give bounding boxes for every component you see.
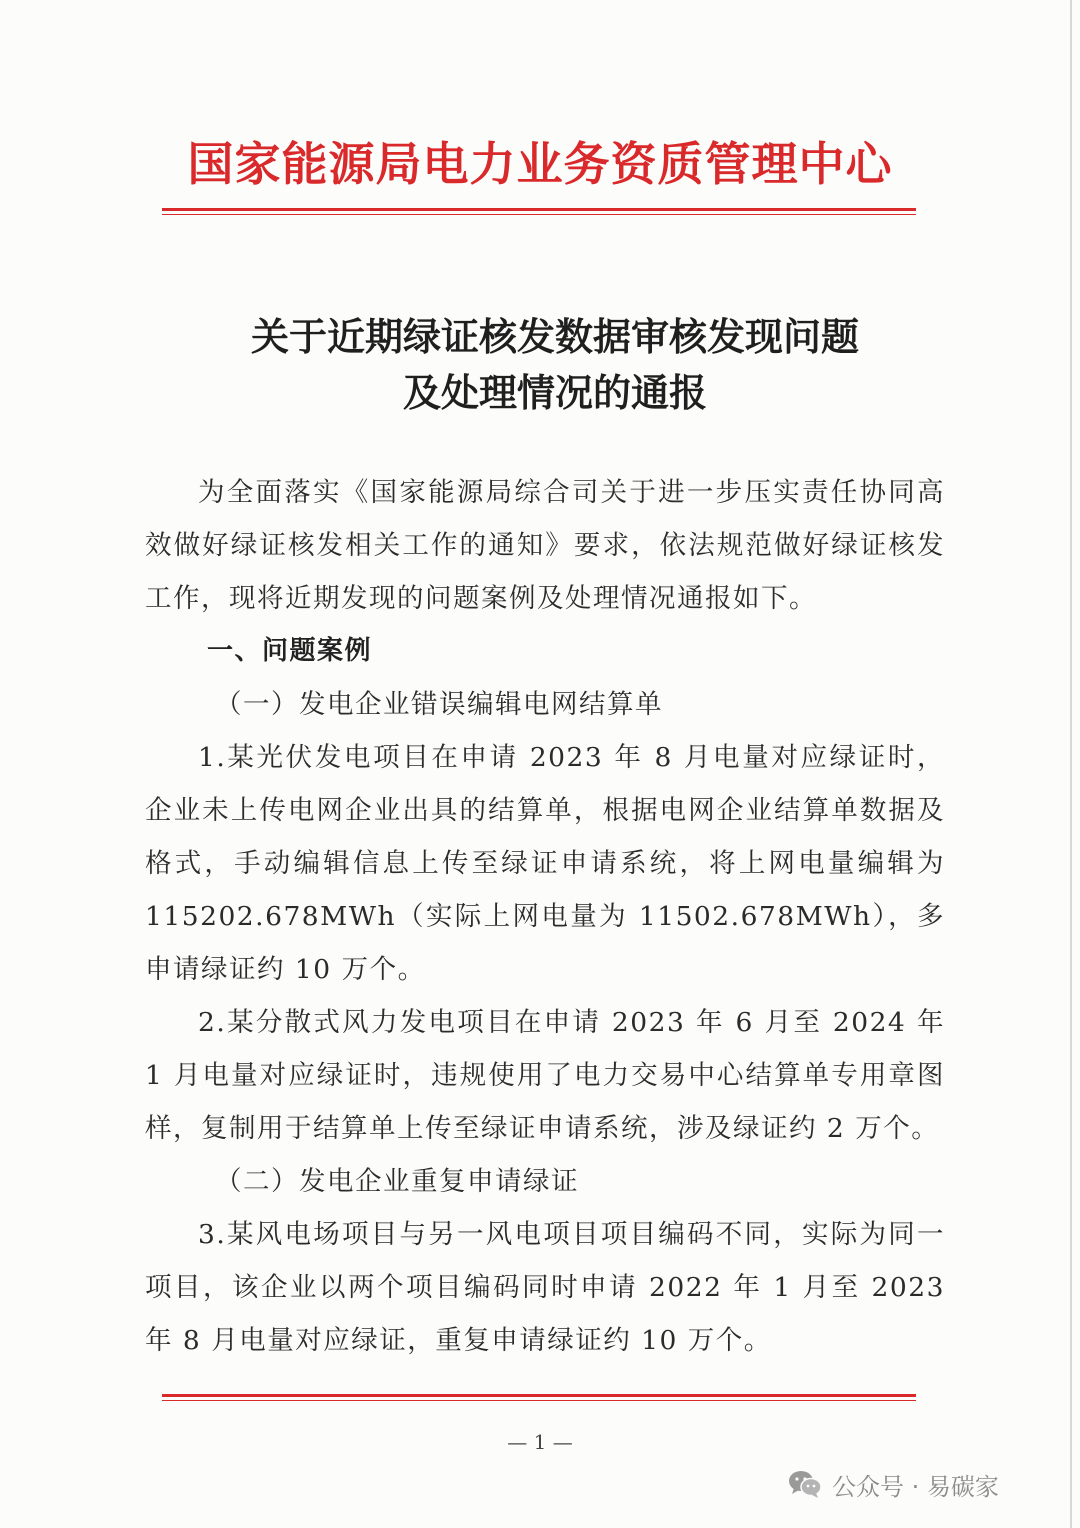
header-rule	[162, 208, 916, 211]
document-body	[145, 466, 945, 1367]
case3-paragraph: 3.某风电场项目与另一风电项目项目编码不同，实际为同一项目，该企业以两个项目编码同时申请 2022 年 1 月至 2023 年 8 月电量对应绿证，重复申请绿证约 10 万个。	[145, 1219, 945, 1356]
wechat-icon	[788, 1469, 822, 1499]
wechat-watermark	[788, 1466, 999, 1502]
document-header: 国家能源局电力业务资质管理中心	[187, 137, 893, 191]
case1-paragraph: 1.某光伏发电项目在申请 2023 年 8 月电量对应绿证时，企业未上传电网企业出具的结算单，根据电网企业结算单数据及格式，手动编辑信息上传至绿证申请系统，将上网电量编辑为115202.678MWh（实际上网电量为 11502.678MWh），多申请绿证约 10 万个。	[145, 742, 945, 985]
page-number: — 1 —	[507, 1430, 573, 1454]
footer-rule	[162, 1394, 916, 1397]
case2-paragraph: 2.某分散式风力发电项目在申请 2023 年 6 月至 2024 年 1 月电量对应绿证时，违规使用了电力交易中心结算单专用章图样，复制用于结算单上传至绿证申请系统，涉及绿证约 2 万个。	[145, 1007, 945, 1144]
scan-edge	[1070, 0, 1072, 1528]
subsection2-heading: （二）发电企业重复申请绿证	[215, 1166, 579, 1197]
document-title-line2: 及处理情况的通报	[402, 370, 707, 415]
subsection1-heading: （一）发电企业错误编辑电网结算单	[215, 689, 663, 720]
intro-paragraph: 为全面落实《国家能源局综合司关于进一步压实责任协同高效做好绿证核发相关工作的通知》要求，依法规范做好绿证核发工作，现将近期发现的问题案例及处理情况通报如下。	[145, 477, 945, 614]
section1-heading: 一、问题案例	[207, 636, 373, 666]
footer-rule-thin	[162, 1400, 916, 1401]
document-title-line1: 关于近期绿证核发数据审核发现问题	[250, 314, 859, 359]
header-rule-thin	[162, 214, 916, 215]
watermark-text: 公众号 · 易碳家	[832, 1472, 999, 1501]
